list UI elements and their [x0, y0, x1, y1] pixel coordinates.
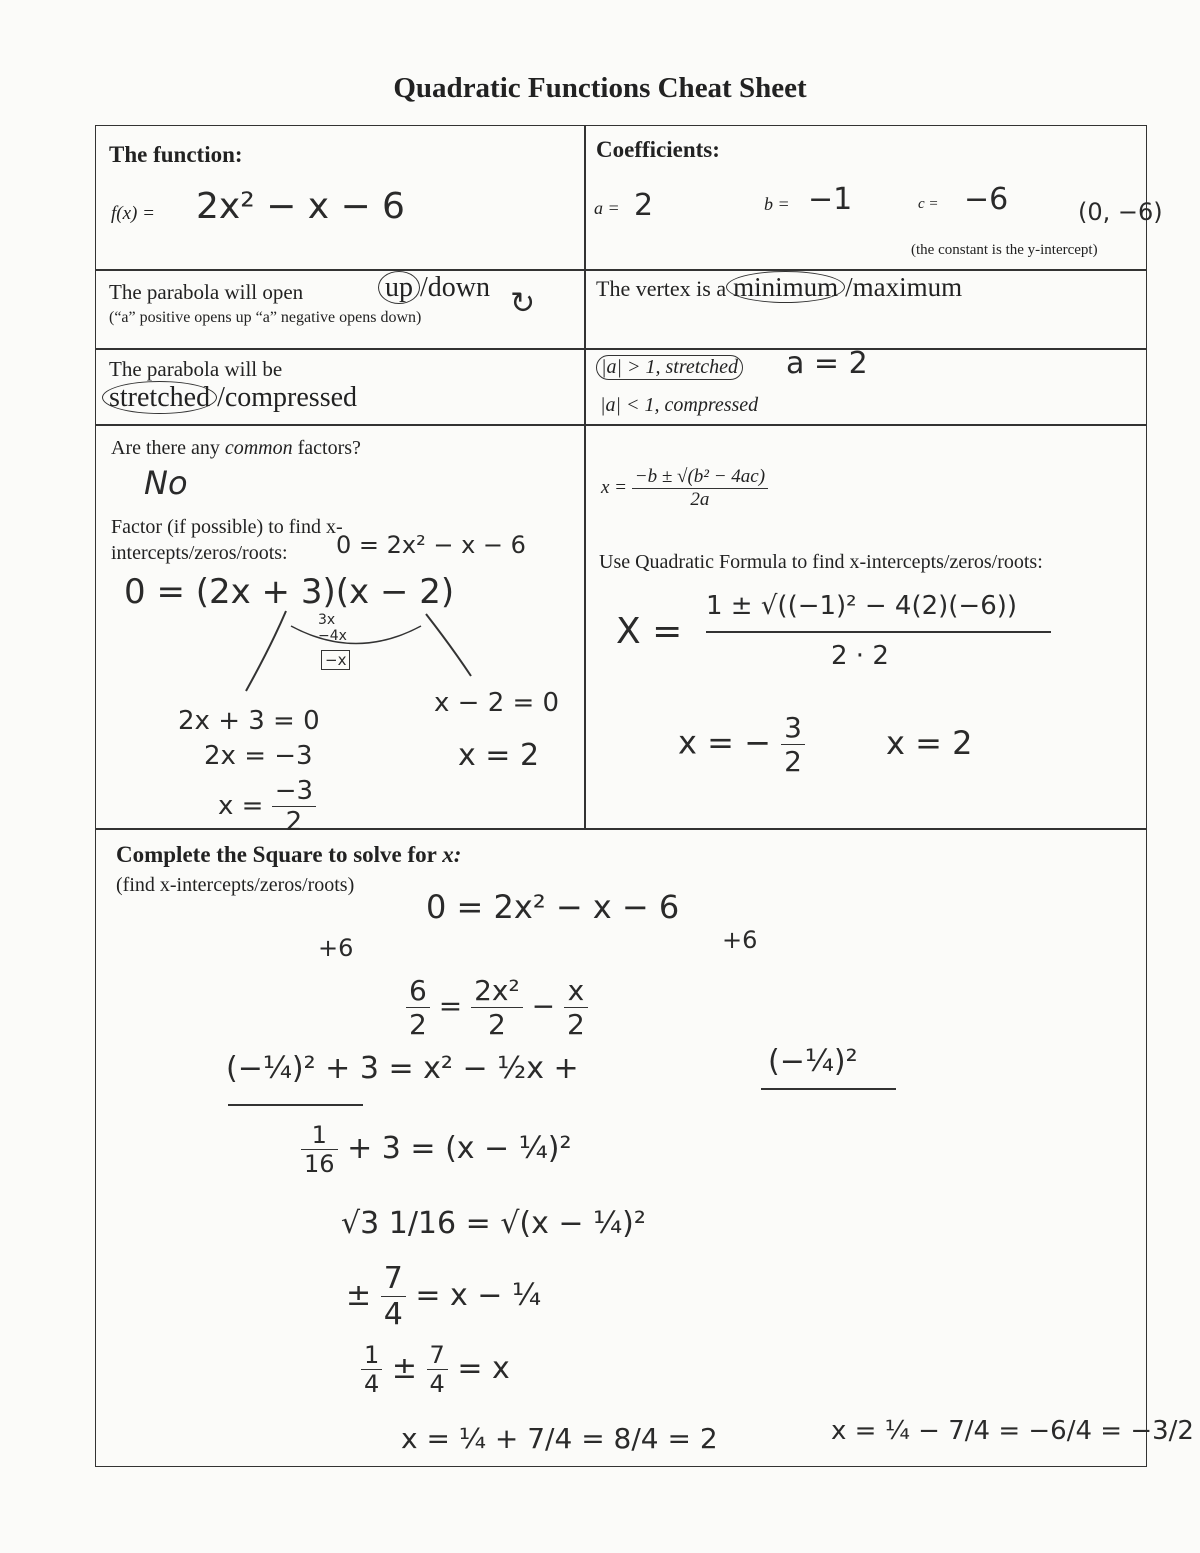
left-root-step-1: 2x + 3 = 0: [178, 706, 320, 736]
quadratic-formula: x = $\frac{\text{−b ± √(b² − 4ac)}}{2a}$: [601, 466, 768, 511]
factor-check-1: 3x: [318, 612, 336, 628]
row-divider-1: [96, 269, 1146, 271]
choice-up-circled: up: [378, 271, 420, 304]
y-intercept-point: (0, −6): [1078, 198, 1163, 226]
opens-up-arrow-icon: ↻: [510, 286, 536, 321]
stretch-choices: stretched /compressed: [102, 382, 357, 414]
row-divider-2: [96, 348, 1146, 350]
cs-step-7: ± $\frac{7}{4}$ = x − ¼: [346, 1261, 542, 1332]
factor-check-2: −4x: [318, 628, 347, 644]
complete-square-sublabel: (find x-intercepts/zeros/roots): [116, 874, 355, 896]
formula-solution-2: x = 2: [886, 724, 973, 762]
complete-square-label: Complete the Square to solve for x:: [116, 842, 462, 867]
right-root-step-1: x − 2 = 0: [434, 688, 560, 718]
open-choices: up /down: [378, 272, 490, 304]
function-prefix: f(x) =: [111, 203, 155, 224]
open-hint: (“a” positive opens up “a” negative opens down): [109, 309, 422, 326]
vertex-label: The vertex is a minimum /maximum: [596, 272, 963, 302]
cs-step-8: $\frac{1}{4}$ ± $\frac{7}{4}$ = x: [361, 1341, 510, 1398]
stretch-rule-1: |a| > 1, stretched: [596, 355, 743, 380]
common-factors-answer: No: [144, 464, 188, 502]
coef-c-value: −6: [964, 182, 1009, 217]
cs-step-2b: +6: [722, 926, 758, 954]
factor-equation: 0 = 2x² − x − 6: [336, 531, 526, 559]
choice-maximum: maximum: [852, 272, 963, 302]
left-root-step-3: x = $\frac{-3}{2}$: [218, 776, 316, 837]
page-title: Quadratic Functions Cheat Sheet: [393, 72, 807, 104]
y-intercept-note: (the constant is the y-intercept): [911, 242, 1098, 258]
column-divider: [584, 126, 586, 828]
formula-applied-denominator: 2 · 2: [831, 641, 889, 671]
choice-down: down: [427, 272, 491, 303]
formula-applied-numerator: 1 ± √((−1)² − 4(2)(−6)): [706, 591, 1018, 621]
formula-fraction-bar: [706, 631, 1051, 633]
choice-stretched-circled: stretched: [102, 381, 217, 414]
factor-label-2: intercepts/zeros/roots:: [111, 542, 288, 564]
cheat-sheet-table: [95, 125, 1194, 1467]
coefficients-label: Coefficients:: [596, 137, 720, 162]
cs-solution-2: x = ¼ − 7/4 = −6/4 = −3/2: [831, 1416, 1194, 1446]
common-factors-label: Are there any common factors?: [111, 437, 361, 459]
cs-step-4-left: (−¼)² + 3 = x² − ½x +: [226, 1051, 579, 1086]
coef-b-value: −1: [808, 182, 853, 217]
cs-step-4-right: (−¼)²: [768, 1044, 858, 1079]
function-label: The function:: [109, 142, 243, 167]
cs-step-5: $\frac{1}{16}$ + 3 = (x − ¼)²: [301, 1121, 572, 1178]
coef-a-value: 2: [634, 188, 654, 223]
cs-step-1: 0 = 2x² − x − 6: [426, 888, 680, 926]
factor-arrows-icon: [216, 606, 496, 696]
formula-solution-1: x = − $\frac{3}{2}$: [678, 711, 805, 778]
cs-step-6: √3 1/16 = √(x − ¼)²: [341, 1206, 646, 1241]
open-label: The parabola will open: [109, 280, 304, 304]
cs-step-3: $\frac{6}{2}$ = $\frac{\text{2x²}}{2}$ − $\frac{x}{2}$: [406, 974, 588, 1041]
cs-step-4-underline-left: [228, 1104, 363, 1106]
factored-form: 0 = (2x + 3)(x − 2): [124, 572, 455, 612]
cs-solution-1: x = ¼ + 7/4 = 8/4 = 2: [401, 1422, 718, 1455]
left-root-step-2: 2x = −3: [204, 741, 313, 771]
right-root-step-2: x = 2: [458, 738, 540, 773]
cs-step-2a: +6: [318, 934, 354, 962]
stretch-label: The parabola will be: [109, 357, 283, 381]
factor-check-3: −x: [321, 650, 350, 670]
function-expression: 2x² − x − 6: [196, 186, 405, 227]
stretch-rule-2: |a| < 1, compressed: [600, 394, 759, 416]
cs-step-4-underline-right: [761, 1088, 896, 1090]
choice-compressed: compressed: [224, 382, 358, 413]
coef-b-label: b =: [764, 194, 790, 214]
coef-a-label: a =: [594, 198, 620, 218]
formula-applied-lhs: X =: [616, 611, 683, 652]
row-divider-3: [96, 424, 1146, 426]
factor-label-1: Factor (if possible) to find x-: [111, 516, 343, 538]
stretch-rule-note: a = 2: [786, 346, 868, 381]
choice-minimum-circled: minimum: [726, 271, 845, 303]
coef-c-label: c =: [918, 196, 939, 212]
use-formula-label: Use Quadratic Formula to find x-intercepts/zeros/roots:: [599, 551, 1043, 573]
